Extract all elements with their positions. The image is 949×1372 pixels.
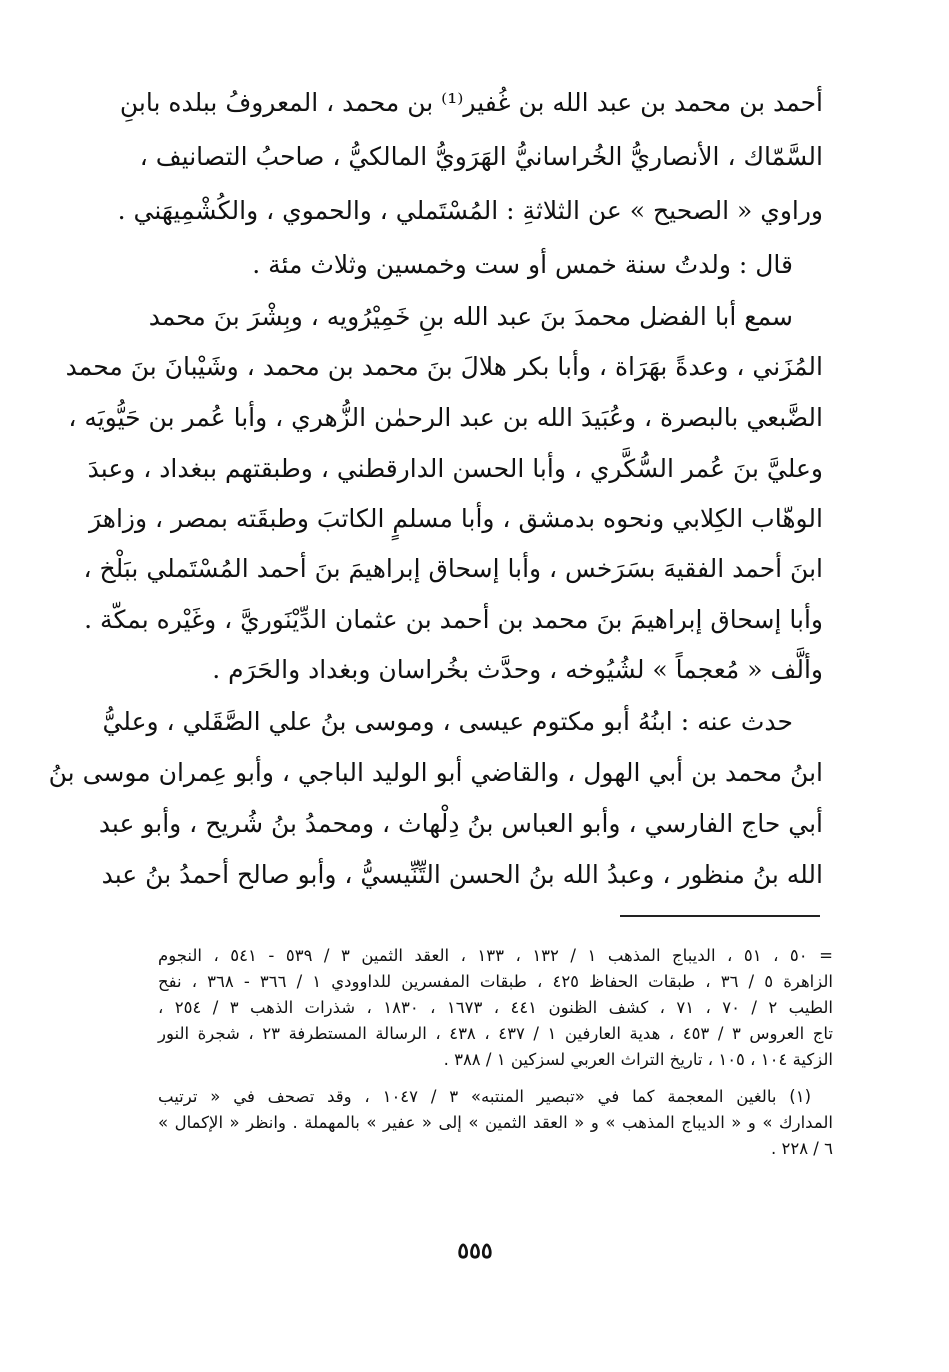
footnote-sources-line: الزكية ١٠٤ ، ١٠٥ ، تاريخ التراث العربي لسزكين ١ / ٣٨٨ . (443, 1050, 833, 1069)
teachers-line: وعليَّ بنَ عُمر السُّكَّري ، وأبا الحسن الدارقطني ، وطبقتهم ببغداد ، وعبدَ (87, 454, 823, 483)
footnote-sources-line: تاج العروس ٣ / ٤٥٣ ، هدية العارفين ١ / ٤٣٧ ، ٤٣٨ ، الرسالة المستطرفة ٢٣ ، شجرة النور (158, 1024, 833, 1043)
biography-line: السَّمّاك ، الأنصاريُّ الخُراسانيُّ الهَرَويُّ المالكيُّ ، صاحبُ التصانيف ، (139, 142, 823, 171)
teachers-line: الضَّبعي بالبصرة ، وعُبَيدَ الله بن عبد الرحمٰن الزُّهري ، وأبا عُمر بن حَيُّويَه ، (68, 403, 823, 432)
students-line: أبي حاج الفارسي ، وأبو العباس بنُ دِلْهاث ، ومحمدُ بنُ شُريح ، وأبو عبد (98, 809, 823, 838)
footnote-sources-line: = ٥٠ ، ٥١ ، الديباج المذهب ١ / ١٣٢ ، ١٣٣ ، العقد الثمين ٣ / ٥٣٩ - ٥٤١ ، النجوم (158, 946, 833, 965)
footnote-1-line: المدارك » و « الديباج المذهب » و « العقد الثمين » إلى « عفير » بالمهملة . وانظر « الإكمال » (158, 1113, 833, 1132)
teachers-line: وألَّف « مُعجماً » لشُيُوخه ، وحدَّث بخُراسان وبغداد والحَرَم . (212, 655, 823, 684)
students-line: حدث عنه : ابنُهُ أبو مكتوم عيسى ، وموسى بنُ علي الصَّقَلي ، وعليُّ (102, 707, 793, 736)
birth-line: قال : ولدتُ سنة خمس أو ست وخمسين وثلاث مئة . (252, 250, 793, 279)
teachers-line: وأبا إسحاق إبراهيمَ بنَ محمد بن أحمد بن عثمان الدِّيْنَوريَّ ، وغَيْره بمكّة . (84, 605, 823, 634)
teachers-line: الوهّاب الكِلابي ونحوه بدمشق ، وأبا مسلمٍ الكاتبَ وطبقَته بمصر ، وزاهرَ (88, 504, 823, 533)
teachers-line: المُزَني ، وعدةً بهَرَاة ، وأبا بكر هلالَ بنَ محمد بن محمد ، وشَيْبانَ بنَ محمد (65, 352, 823, 381)
students-line: ابنُ محمد بن أبي الهول ، والقاضي أبو الوليد الباجي ، وأبو عِمران موسى بنُ (48, 758, 823, 787)
teachers-line: ابنَ أحمد الفقيهَ بسَرَخس ، وأبا إسحاق إبراهيمَ بنَ أحمد المُسْتَملي ببَلْخ ، (83, 554, 823, 583)
footnote-sources-line: الزاهرة ٥ / ٣٦ ، طبقات الحفاظ ٤٢٥ ، طبقات المفسرين للداوودي ١ / ٣٦٦ - ٣٦٨ ، نفح (158, 972, 833, 991)
footnote-1-line: ٦ / ٢٢٨ . (770, 1139, 833, 1158)
footnote-sources-line: الطيب ٢ / ٧٠ ، ٧١ ، كشف الظنون ٤٤١ ، ١٦٧٣ ، ١٨٣٠ ، شذرات الذهب ٣ / ٢٥٤ ، (158, 998, 833, 1017)
students-line: الله بنُ منظور ، وعبدُ الله بنُ الحسن التِّنِّيسيُّ ، وأبو صالح أحمدُ بنُ عبد (101, 860, 823, 889)
footnote-separator (620, 915, 820, 917)
page-number: ٥٥٥ (457, 1238, 493, 1264)
teachers-line: سمع أبا الفضل محمدَ بنَ عبد الله بنِ خَمِيْرُويه ، وبِشْرَ بنَ محمد (148, 302, 793, 331)
biography-line: أحمد بن محمد بن عبد الله بن غُفير⁽¹⁾ بن محمد ، المعروفُ ببلده بابنِ (119, 88, 823, 117)
footnote-1-line: (١) بالغين المعجمة كما في «تبصير المنتبه» ٣ / ١٠٤٧ ، وقد تصحف في « ترتيب (158, 1087, 812, 1106)
biography-line: وراوي « الصحيح » عن الثلاثةِ : المُسْتَملي ، والحموي ، والكُشْمِيهَني . (117, 196, 823, 225)
